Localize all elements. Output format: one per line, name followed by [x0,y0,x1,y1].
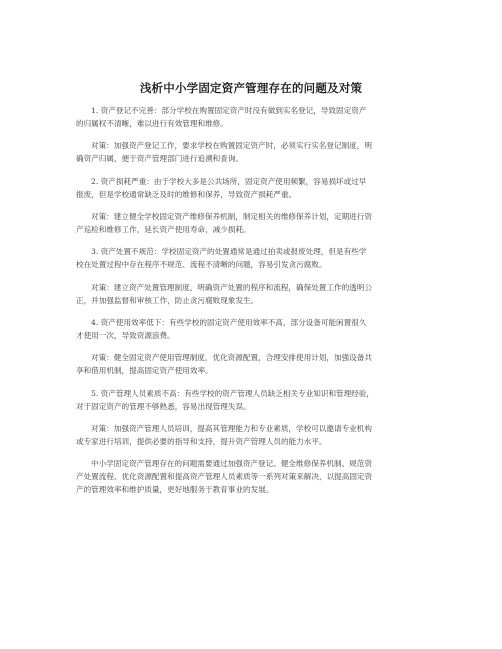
paragraph-line: 产处置流程、优化资源配置和提高资产管理人员素质等一系列对策来解决，以提高固定资 [76,472,373,481]
paragraph-line: 2. 资产损耗严重：由于学校大多是公共场所，固定资产使用频繁，容易损坏或过早 [91,177,367,186]
paragraph-2 [76,139,432,165]
paragraph-line: 产的管理效率和维护质量，更好地服务于教育事业的发展。 [76,485,274,494]
paragraph-line: 对策：加强资产管理人员培训，提高其管理能力和专业素质，学校可以邀请专业机构 [91,424,372,433]
paragraph-line: 报废，但是学校通常缺乏及时的维修和保养，导致资产损耗严重。 [76,190,297,199]
paragraph-line: 中小学固定资产管理存在的问题需要通过加强资产登记、健全维修保养机制、规范资 [91,459,372,468]
paragraph-5 [76,245,432,271]
paragraph-line: 对于固定资产的管理不够熟悉，容易出现管理失误。 [76,402,251,411]
paragraph-1 [76,104,432,130]
paragraph-3 [76,175,432,201]
paragraph-4 [76,210,432,236]
paragraph-line: 的归属权不清晰，难以进行有效管理和维修。 [76,119,228,128]
paragraph-11 [76,457,432,496]
paragraph-8 [76,351,432,377]
paragraph-line: 享和借用机制，提高固定资产使用效率。 [76,366,213,375]
paragraph-line: 5. 资产管理人员素质不高：有些学校的资产管理人员缺乏相关专业知识和管理经验， [91,389,375,398]
paragraph-7 [76,316,432,342]
paragraph-9 [76,387,432,413]
paragraph-line: 对策：建立健全学校固定资产维修保养机制，制定相关的维修保养计划，定期进行资 [91,212,372,221]
paragraph-10 [76,422,432,448]
paragraph-line: 或专家进行培训，提供必要的指导和支持，提升资产管理人员的能力水平。 [76,437,327,446]
paragraph-line: 校在处置过程中存在程序不规范、流程不清晰的问题，容易引发贪污腐败。 [76,260,327,269]
paragraph-line: 对策：建立资产处置管理制度，明确资产处置的程序和流程，确保处置工作的透明公 [91,283,372,292]
paragraph-line: 正，并加强监督和审核工作，防止贪污腐败现象发生。 [76,296,259,305]
paragraph-line: 确资产归属，便于资产管理部门进行追溯和查询。 [76,154,244,163]
paragraph-line: 1. 资产登记不完善：部分学校在购置固定资产时没有做到实名登记，导致固定资产 [91,106,367,115]
paragraph-line: 才使用一次，导致资源浪费。 [76,331,175,340]
paragraph-6 [76,281,432,307]
paragraph-line: 产巡检和维修工作，延长资产使用寿命，减少损耗。 [76,225,251,234]
paragraph-line: 4. 资产使用效率低下：有些学校的固定资产使用效率不高，部分设备可能闲置很久 [91,318,367,327]
paragraph-line: 3. 资产处置不规范：学校固定资产的处置通常是通过拍卖或报废处理，但是有些学 [91,247,367,256]
paragraph-line: 对策：健全固定资产使用管理制度，优化资源配置，合理安排使用计划，加强设备共 [91,353,372,362]
document-title: 浅析中小学固定资产管理存在的问题及对策 [139,81,363,95]
paragraph-line: 对策：加强资产登记工作，要求学校在购置固定资产时，必须实行实名登记制度，明 [91,141,372,150]
